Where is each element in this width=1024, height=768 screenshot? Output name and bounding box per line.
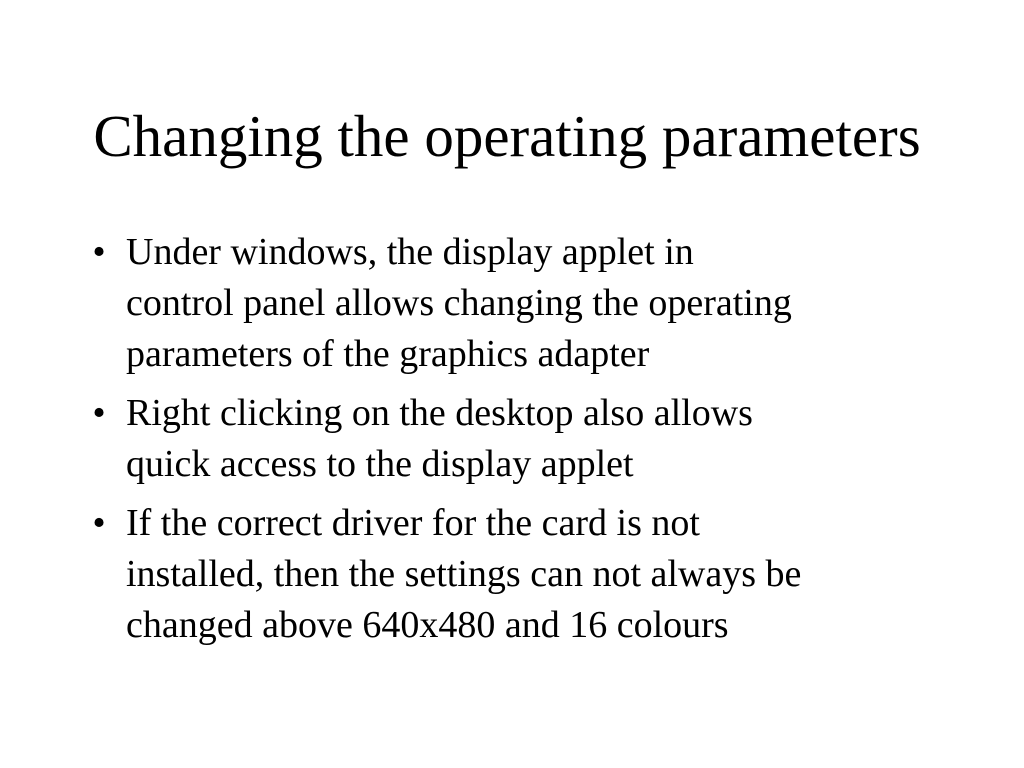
bullet-text-line: quick access to the display applet [126, 443, 634, 485]
bullet-text-line: Right clicking on the desktop also allows [126, 392, 753, 434]
bullet-icon: • [92, 231, 106, 273]
bullet-text-line: changed above 640x480 and 16 colours [126, 604, 729, 646]
bullet-list [84, 227, 984, 659]
bullet-item [84, 498, 984, 651]
slide-title: Changing the operating parameters [93, 103, 921, 169]
bullet-text-line: If the correct driver for the card is not [126, 502, 700, 544]
bullet-text-line: Under windows, the display applet in [126, 231, 694, 273]
bullet-text-line: parameters of the graphics adapter [126, 333, 650, 375]
bullet-text-line: control panel allows changing the operating [126, 282, 792, 324]
bullet-icon: • [92, 502, 106, 544]
bullet-item [84, 388, 984, 490]
bullet-text-line: installed, then the settings can not always be [126, 553, 802, 595]
bullet-item [84, 227, 984, 380]
bullet-icon: • [92, 392, 106, 434]
